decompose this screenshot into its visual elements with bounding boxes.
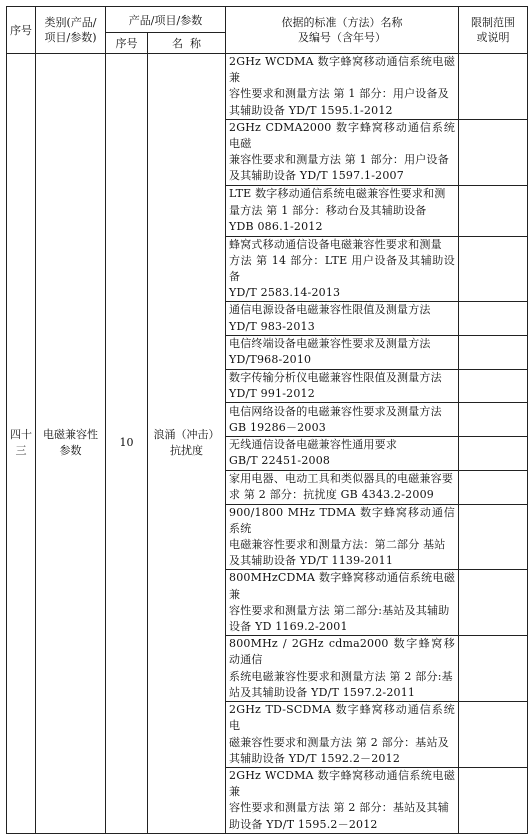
standard-cell bbox=[226, 119, 459, 185]
standard-line: 及其辅助设备 YD/T 1597.1-2007 bbox=[229, 169, 404, 183]
standard-cell bbox=[226, 302, 459, 335]
limit-cell bbox=[459, 185, 528, 236]
standard-line: 800MHz / 2GHz cdma2000 数字蜂窝移动通信 bbox=[229, 637, 456, 667]
header-category: 类别(产品/ 项目/参数) bbox=[36, 7, 106, 54]
standard-cell bbox=[226, 369, 459, 402]
standard-line: 容性要求和测量方法 第 1 部分：用户设备及 bbox=[229, 87, 449, 101]
standard-cell bbox=[226, 636, 459, 702]
standard-line: 磁兼容性要求和测量方法 第 2 部分：基站及 bbox=[229, 735, 449, 749]
limit-cell bbox=[459, 54, 528, 120]
standard-line: 电磁兼容性要求和测量方法：第二部分 基站 bbox=[229, 538, 446, 552]
standard-cell bbox=[226, 437, 459, 470]
header-product-group: 产品/项目/参数 bbox=[106, 7, 226, 33]
row-sub-seq: 10 bbox=[106, 54, 148, 834]
standard-cell bbox=[226, 767, 459, 833]
standard-line: 及其辅助设备 YD/T 1139-2011 bbox=[229, 554, 394, 568]
header-sub-seq: 序号 bbox=[106, 33, 148, 54]
standard-cell bbox=[226, 185, 459, 236]
standard-cell bbox=[226, 335, 459, 369]
standard-line: 容性要求和测量方法 第二部分:基站及其辅助 bbox=[229, 603, 450, 617]
standard-line: LTE 数字移动通信系统电磁兼容性要求和测 bbox=[229, 187, 446, 201]
standard-line: 设备 YD 1169.2-2001 bbox=[229, 620, 348, 634]
standard-line: YD/T968-2010 bbox=[229, 353, 312, 367]
standard-line: 900/1800 MHz TDMA 数字蜂窝移动通信系统 bbox=[229, 505, 456, 535]
standard-line: 通信电源设备电磁兼容性限值及测量方法 bbox=[229, 303, 431, 317]
standard-line: YD/T 2583.14-2013 bbox=[229, 286, 341, 300]
row-seq: 四十 三 bbox=[7, 54, 36, 834]
limit-cell bbox=[459, 437, 528, 470]
header-seq: 序号 bbox=[7, 7, 36, 54]
standard-line: 兼容性要求和测量方法 第 1 部分：用户设备 bbox=[229, 153, 449, 167]
standard-cell bbox=[226, 403, 459, 437]
standard-line: 数字传输分析仪电磁兼容性限值及测量方法 bbox=[229, 370, 442, 384]
limit-cell bbox=[459, 236, 528, 302]
limit-cell bbox=[459, 504, 528, 570]
standard-line: 站及其辅助设备 YD/T 1597.2-2011 bbox=[229, 685, 416, 699]
standard-line: 2GHz TD-SCDMA 数字蜂窝移动通信系统电 bbox=[229, 703, 456, 733]
standard-line: 量方法 第 1 部分：移动台及其辅助设备 bbox=[229, 203, 427, 217]
standard-line: 容性要求和测量方法 第 2 部分：基站及其辅 bbox=[229, 801, 449, 815]
header-limit: 限制范围 或说明 bbox=[459, 7, 528, 54]
standard-line: 2GHz WCDMA 数字蜂窝移动通信系统电磁兼 bbox=[229, 55, 456, 85]
standard-cell bbox=[226, 570, 459, 636]
limit-cell bbox=[459, 403, 528, 437]
standard-line: 无线通信设备电磁兼容性通用要求 bbox=[229, 438, 398, 452]
table-row bbox=[7, 54, 528, 120]
standard-line: 求 第 2 部分：抗扰度 GB 4343.2-2009 bbox=[229, 488, 434, 502]
standard-line: 其辅助设备 YD/T 1592.2－2012 bbox=[229, 751, 401, 765]
limit-cell bbox=[459, 767, 528, 833]
row-category: 电磁兼容性 参数 bbox=[36, 54, 106, 834]
standard-line: 其辅助设备 YD/T 1595.1-2012 bbox=[229, 103, 393, 117]
standard-line: GB 19286－2003 bbox=[229, 420, 326, 434]
standard-line: 电信终端设备电磁兼容性要求及测量方法 bbox=[229, 337, 431, 351]
standard-line: 800MHzCDMA 数字蜂窝移动通信系统电磁兼 bbox=[229, 571, 456, 601]
standard-cell bbox=[226, 236, 459, 302]
header-name: 名 称 bbox=[148, 33, 226, 54]
limit-cell bbox=[459, 636, 528, 702]
standard-line: 蜂窝式移动通信设备电磁兼容性要求和测量 bbox=[229, 237, 442, 251]
standard-line: 电信网络设备的电磁兼容性要求及测量方法 bbox=[229, 404, 442, 418]
standard-line: 2GHz WCDMA 数字蜂窝移动通信系统电磁兼 bbox=[229, 768, 456, 799]
standard-line: 方法 第 14 部分：LTE 用户设备及其辅助设备 bbox=[229, 253, 456, 284]
standards-table bbox=[6, 6, 528, 834]
limit-cell bbox=[459, 335, 528, 369]
standard-line: 2GHz CDMA2000 数字蜂窝移动通信系统电磁 bbox=[229, 120, 456, 151]
standard-line: YD/T 991-2012 bbox=[229, 387, 315, 401]
row-name: 浪涌（冲击） 抗扰度 bbox=[148, 54, 226, 834]
standard-cell bbox=[226, 504, 459, 570]
limit-cell bbox=[459, 470, 528, 504]
limit-cell bbox=[459, 369, 528, 402]
standard-cell bbox=[226, 702, 459, 768]
standard-cell bbox=[226, 54, 459, 120]
header-standard: 依据的标准（方法）名称 及编号（含年号） bbox=[226, 7, 459, 54]
standard-line: YD/T 983-2013 bbox=[229, 319, 315, 333]
standard-line: YDB 086.1-2012 bbox=[229, 219, 323, 233]
standard-line: 家用电器、电动工具和类似器具的电磁兼容要 bbox=[229, 471, 454, 485]
standard-line: 系统电磁兼容性要求和测量方法 第 2 部分:基 bbox=[229, 669, 453, 683]
standard-line: GB/T 22451-2008 bbox=[229, 454, 331, 468]
limit-cell bbox=[459, 119, 528, 185]
limit-cell bbox=[459, 570, 528, 636]
limit-cell bbox=[459, 702, 528, 768]
standard-line: 助设备 YD/T 1595.2－2012 bbox=[229, 817, 378, 831]
limit-cell bbox=[459, 302, 528, 335]
standard-cell bbox=[226, 470, 459, 504]
